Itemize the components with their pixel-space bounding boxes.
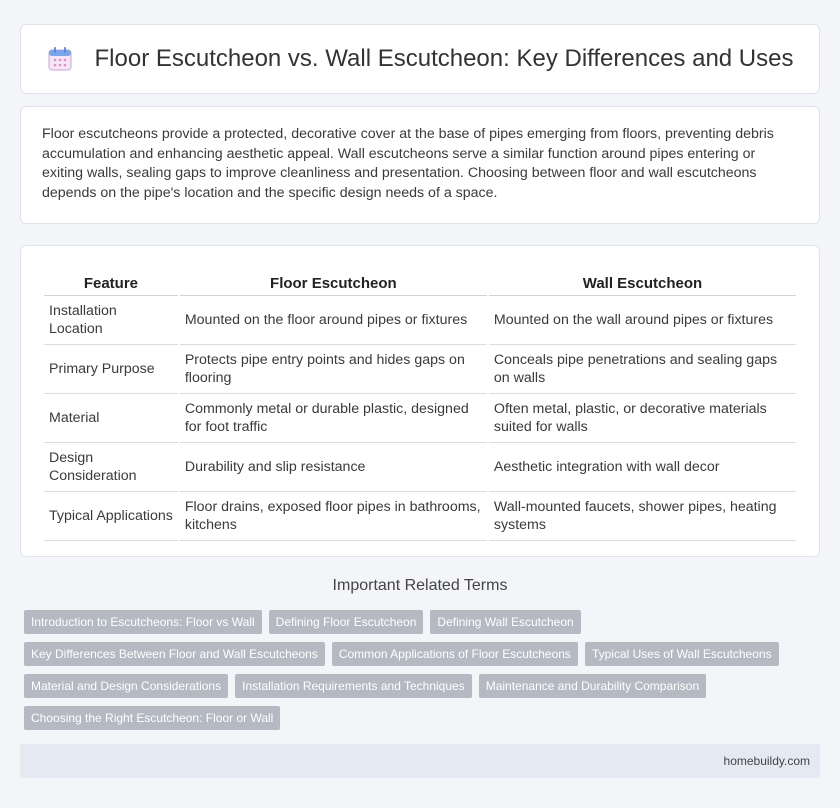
table-row — [44, 345, 796, 394]
column-header-feature: Feature — [44, 266, 178, 296]
related-term-tag[interactable]: Choosing the Right Escutcheon: Floor or Wall — [24, 706, 280, 730]
table-cell-wall: Aesthetic integration with wall decor — [489, 443, 796, 492]
table-cell-feature: Design Consideration — [44, 443, 178, 492]
related-terms-list — [24, 610, 816, 730]
related-term-tag[interactable]: Typical Uses of Wall Escutcheons — [585, 642, 779, 666]
table-cell-feature: Primary Purpose — [44, 345, 178, 394]
table-cell-feature: Material — [44, 394, 178, 443]
calendar-icon — [47, 46, 73, 72]
table-cell-wall: Often metal, plastic, or decorative materials suited for walls — [489, 394, 796, 443]
related-term-tag[interactable]: Common Applications of Floor Escutcheons — [332, 642, 578, 666]
column-header-floor: Floor Escutcheon — [180, 266, 487, 296]
footer — [20, 744, 820, 778]
related-term-tag[interactable]: Defining Wall Escutcheon — [430, 610, 580, 634]
table-cell-wall: Mounted on the wall around pipes or fixtures — [489, 296, 796, 345]
related-term-tag[interactable]: Installation Requirements and Techniques — [235, 674, 472, 698]
related-term-tag[interactable]: Material and Design Considerations — [24, 674, 228, 698]
table-cell-wall: Wall-mounted faucets, shower pipes, heating systems — [489, 492, 796, 541]
table-cell-floor: Commonly metal or durable plastic, designed for foot traffic — [180, 394, 487, 443]
comparison-table — [42, 266, 798, 541]
table-cell-floor: Floor drains, exposed floor pipes in bathrooms, kitchens — [180, 492, 487, 541]
related-term-tag[interactable]: Key Differences Between Floor and Wall Escutcheons — [24, 642, 325, 666]
table-row — [44, 394, 796, 443]
table-row — [44, 443, 796, 492]
intro-paragraph: Floor escutcheons provide a protected, decorative cover at the base of pipes emerging from floors, preventing debris accumulation and enhancing aesthetic appeal. Wall escutcheons serve a similar function around pipes entering or exiting walls, sealing gaps to improve cleanliness and presentation. Choosing between floor and wall escutcheons depends on the pipe's location and the specific design needs of a space. — [42, 126, 774, 201]
column-header-wall: Wall Escutcheon — [489, 266, 796, 296]
related-term-tag[interactable]: Defining Floor Escutcheon — [269, 610, 424, 634]
intro-card — [20, 106, 820, 224]
page-title: Floor Escutcheon vs. Wall Escutcheon: Key Differences and Uses — [94, 45, 794, 72]
related-terms-title: Important Related Terms — [332, 577, 508, 594]
table-cell-floor: Mounted on the floor around pipes or fixtures — [180, 296, 487, 345]
table-cell-feature: Typical Applications — [44, 492, 178, 541]
table-row — [44, 492, 796, 541]
table-header-row — [44, 266, 796, 296]
table-row — [44, 296, 796, 345]
related-term-tag[interactable]: Maintenance and Durability Comparison — [479, 674, 706, 698]
table-cell-feature: Installation Location — [44, 296, 178, 345]
table-cell-wall: Conceals pipe penetrations and sealing gaps on walls — [489, 345, 796, 394]
table-cell-floor: Protects pipe entry points and hides gaps on flooring — [180, 345, 487, 394]
related-term-tag[interactable]: Introduction to Escutcheons: Floor vs Wall — [24, 610, 262, 634]
table-cell-floor: Durability and slip resistance — [180, 443, 487, 492]
header-card — [20, 24, 820, 94]
comparison-table-card — [20, 245, 820, 557]
footer-site-link[interactable]: homebuildy.com — [723, 754, 810, 768]
